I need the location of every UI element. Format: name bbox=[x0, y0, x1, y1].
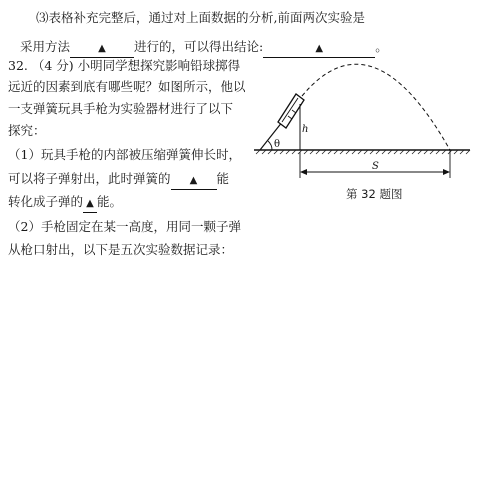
text-line-10: （2）手枪固定在某一高度，用同一颗子弹 bbox=[8, 219, 241, 234]
answer-blank bbox=[70, 39, 134, 58]
text-line-6: 探究： bbox=[8, 123, 46, 138]
question-number: 32. bbox=[8, 58, 28, 73]
triangle-icon: ▲ bbox=[98, 43, 106, 54]
text-line-8 bbox=[8, 171, 229, 190]
triangle-icon: ▲ bbox=[315, 43, 324, 54]
angle-arc bbox=[268, 141, 272, 150]
projectile-diagram bbox=[252, 52, 474, 180]
text-line-9 bbox=[8, 194, 122, 213]
text-line-1: ⑶表格补充完整后，通过对上面数据的分析,前面两次实验是 bbox=[36, 10, 365, 25]
text-segment: 可以将子弹射出，此时弹簧的 bbox=[8, 171, 171, 186]
text-line-7: （1）玩具手枪的内部被压缩弹簧伸长时， bbox=[8, 147, 241, 162]
text-segment: 进行的，可以得出结论: bbox=[134, 39, 264, 54]
text-segment: 。 bbox=[375, 39, 388, 54]
height-label: h bbox=[302, 124, 309, 135]
triangle-icon: ▲ bbox=[86, 198, 94, 209]
text-segment: 能。 bbox=[97, 194, 123, 209]
triangle-icon: ▲ bbox=[189, 175, 198, 186]
question-32-header bbox=[8, 58, 240, 74]
text-segment: 能 bbox=[216, 171, 230, 186]
arrow-left-icon bbox=[300, 169, 307, 175]
text-segment: （4 分) 小明同学想探究影响铅球掷得 bbox=[31, 58, 241, 73]
trajectory-curve bbox=[302, 64, 450, 150]
text-line-11: 从枪口射出，以下是五次实验数据记录： bbox=[8, 242, 234, 257]
text-line-4: 远近的因素到底有哪些呢？如图所示，他以 bbox=[8, 79, 246, 94]
answer-blank bbox=[83, 194, 97, 213]
distance-label: S bbox=[372, 161, 379, 172]
figure-caption: 第 32 题图 bbox=[346, 187, 403, 201]
text-segment: 采用方法 bbox=[20, 39, 71, 54]
arrow-right-icon bbox=[443, 169, 450, 175]
text-line-5: 一支弹簧玩具手枪为实验器材进行了以下 bbox=[8, 101, 234, 116]
answer-blank bbox=[171, 171, 217, 190]
angle-label: θ bbox=[274, 139, 281, 150]
text-segment: 转化成子弹的 bbox=[8, 194, 84, 209]
